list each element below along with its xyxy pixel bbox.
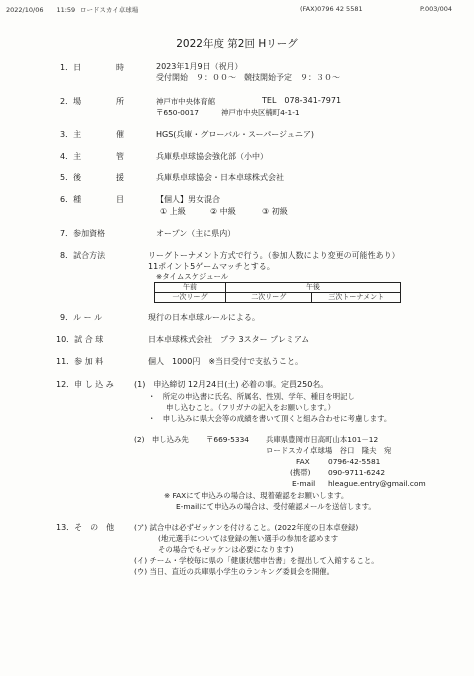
- application-p1: (1) 申込締切 12月24日(土) 必着の事。定員250名。: [134, 380, 329, 389]
- fax-datetime: 2022/10/06 11:59: [6, 6, 76, 14]
- other-b: (イ) チーム・学校毎に県の「健康状態申告書」を提出して入館すること。: [134, 556, 379, 565]
- events-line1: 【個人】男女混合: [156, 195, 220, 204]
- item-application-label: 12．申 し 込 み: [56, 380, 114, 389]
- host-value: HGS(兵庫・グローバル・スーパージュニア): [156, 130, 315, 139]
- application-facility: ロードスカイ卓球場 谷口 隆夫 宛: [266, 446, 392, 455]
- support-value: 兵庫県卓球協会・日本卓球株式会社: [156, 173, 284, 182]
- rules-value: 現行の日本卓球ルールによる。: [148, 313, 260, 322]
- application-p2: (2) 申し込み先: [134, 435, 189, 444]
- other-a: (ア) 試合中は必ずゼッケンを付けること。(2022年度の日本卓登録): [134, 523, 359, 532]
- item-events-num: 6．種: [60, 195, 82, 204]
- application-mobile-label: (携帯): [290, 468, 311, 477]
- schedule-stage-3: 三次トーナメント: [312, 293, 401, 303]
- fax-number: (FAX)0796 42 5581: [300, 5, 363, 13]
- venue-tel: TEL 078-341-7971: [262, 96, 342, 105]
- item-date-label: 時: [116, 63, 124, 72]
- item-host-label: 催: [116, 130, 124, 139]
- application-address: 兵庫県豊岡市日高町山本101－12: [266, 435, 379, 444]
- other-a2: (地元選手については登録の無い選手の参加を認めます: [158, 534, 339, 543]
- application-bullet2: ・ 申し込みに県大会等の成績を書いて頂くと組み合わせに考慮します。: [148, 414, 392, 423]
- item-host-num: 3．主: [60, 130, 82, 139]
- time-schedule-table: [154, 282, 401, 303]
- schedule-stage-2: 二次リーグ: [226, 293, 312, 303]
- item-date-num: 1．日: [60, 63, 82, 72]
- application-email-label: E-mail: [292, 479, 316, 488]
- date-line1: 2023年1月9日（祝月）: [156, 62, 243, 71]
- item-format-label: 8．試合方法: [60, 251, 106, 260]
- fee-value: 個人 1000円 ※当日受付で支払うこと。: [148, 357, 304, 366]
- ball-value: 日本卓球株式会社 プラ 3スター プレミアム: [148, 335, 310, 344]
- venue-address: 神戸市中央区楠町4-1-1: [221, 108, 300, 117]
- application-fax-value: 0796-42-5581: [328, 457, 381, 466]
- schedule-morning: 午前: [155, 283, 226, 293]
- format-line2: 11ポイント5ゲームマッチとする。: [148, 262, 275, 271]
- item-fee-label: 11．参 加 料: [56, 357, 104, 366]
- application-mobile-value: 090-9711-6242: [328, 468, 386, 477]
- application-bullet1b: 申し込むこと。（フリガナの記入をお願いします。）: [166, 403, 336, 412]
- eligibility-value: オープン（主に県内）: [156, 229, 236, 238]
- format-line1: リーグトーナメント方式で行う。（参加人数により変更の可能性あり）: [148, 251, 400, 260]
- date-line2: 受付開始 ９：００～ 競技開始予定 ９：３０～: [156, 73, 340, 82]
- application-note1: ※ FAXにて申込みの場合は、現着確認をお願いします。: [164, 491, 349, 500]
- item-rules-label: 9．ル ー ル: [60, 313, 103, 322]
- other-c: (ウ) 当日、直近の兵庫県小学生のランキング委員会を開催。: [134, 567, 335, 576]
- item-ball-label: 10．試 合 球: [56, 335, 104, 344]
- fax-page: P.003/004: [420, 5, 452, 13]
- events-level-1: ① 上級: [160, 207, 186, 216]
- organizer-value: 兵庫県卓球協会強化部（小中）: [156, 152, 268, 161]
- fax-sender: ロードスカイ卓球場: [80, 6, 139, 14]
- schedule-stage-1: 一次リーグ: [155, 293, 226, 303]
- page-title: 2022年度 第2回 Hリーグ: [176, 38, 298, 50]
- item-support-num: 5．後: [60, 173, 82, 182]
- other-a3: その場合でもゼッケンは必要になります): [158, 545, 294, 554]
- application-bullet1: ・ 所定の申込書に氏名、所属名、性別、学年、種目を明記し: [148, 392, 355, 401]
- venue-name: 神戸市中央体育館: [156, 97, 216, 106]
- item-venue-num: 2．場: [60, 97, 82, 106]
- venue-postal: 〒650-0017: [156, 108, 199, 117]
- item-organizer-label: 管: [116, 152, 124, 161]
- item-support-label: 援: [116, 173, 124, 182]
- item-events-label: 目: [116, 195, 124, 204]
- schedule-caption: ※タイムスケジュール: [156, 272, 229, 281]
- item-venue-label: 所: [116, 97, 124, 106]
- application-email-value: hleague.entry@gmail.com: [328, 479, 426, 488]
- item-other-label: 13．そ の 他: [56, 523, 115, 532]
- schedule-afternoon: 午後: [226, 283, 401, 293]
- application-postal: 〒669-5334: [206, 435, 249, 444]
- events-level-3: ③ 初級: [262, 207, 288, 216]
- item-eligibility-label: 7．参加資格: [60, 229, 106, 238]
- application-note2: E-mailにて申込みの場合は、受付確認メールを送信します。: [176, 502, 376, 511]
- item-organizer-num: 4．主: [60, 152, 82, 161]
- events-level-2: ② 中級: [210, 207, 236, 216]
- application-fax-label: FAX: [296, 457, 310, 466]
